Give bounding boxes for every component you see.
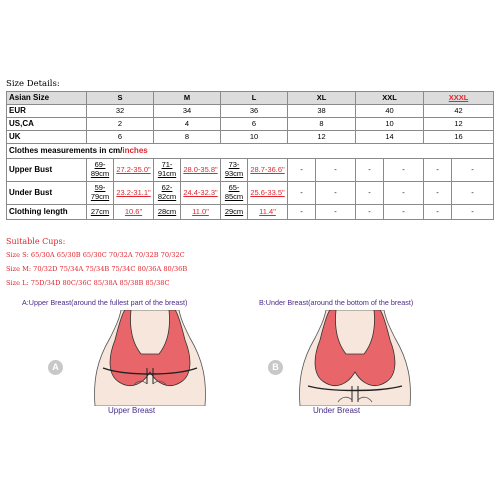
empty-cell: - xyxy=(288,205,316,220)
under-bust-in: 25.6-33.5" xyxy=(248,182,288,205)
empty-cell: - xyxy=(356,182,384,205)
asian-size-row xyxy=(7,92,494,105)
empty-cell: - xyxy=(356,159,384,182)
under-breast-illustration xyxy=(290,310,420,406)
usca-cell: 8 xyxy=(288,118,356,131)
upper-bust-in: 28.0-35.8" xyxy=(181,159,221,182)
upper-bust-cm: 73-93cm xyxy=(221,159,248,182)
empty-cell: - xyxy=(384,205,424,220)
empty-cell: - xyxy=(316,205,356,220)
empty-cell: - xyxy=(288,182,316,205)
badge-a-icon: A xyxy=(48,360,63,375)
clothing-length-label: Clothing length xyxy=(7,205,87,220)
clothes-label-cm: Clothes measurements in cm/ xyxy=(9,146,123,156)
under-bust-cm: 65-85cm xyxy=(221,182,248,205)
empty-cell: - xyxy=(424,205,452,220)
eur-cell: 32 xyxy=(87,105,154,118)
empty-cell: - xyxy=(384,159,424,182)
empty-cell: - xyxy=(316,159,356,182)
clothes-label-inches: inches xyxy=(122,146,148,156)
under-bust-label: Under Bust xyxy=(7,182,87,205)
eur-row xyxy=(7,105,494,118)
empty-cell: - xyxy=(452,182,494,205)
size-table xyxy=(6,91,494,220)
uk-cell: 14 xyxy=(356,131,424,144)
uk-cell: 6 xyxy=(87,131,154,144)
upper-bust-cm: 69-89cm xyxy=(87,159,114,182)
usca-cell: 2 xyxy=(87,118,154,131)
eur-cell: 42 xyxy=(424,105,494,118)
size-xl: XL xyxy=(288,92,356,105)
upper-bust-row xyxy=(7,159,494,182)
upper-bust-in: 28.7-36.6" xyxy=(248,159,288,182)
upper-bust-cm: 71-91cm xyxy=(154,159,181,182)
clothing-length-cm: 29cm xyxy=(221,205,248,220)
suitable-cups-title: Suitable Cups: xyxy=(6,237,66,246)
under-breast-title: B:Under Breast(around the bottom of the breast) xyxy=(259,298,414,307)
usca-cell: 10 xyxy=(356,118,424,131)
cups-line-s: Size S: 65/30A 65/30B 65/30C 70/32A 70/32B 70/32C xyxy=(6,251,185,259)
uk-cell: 12 xyxy=(288,131,356,144)
usca-label: US,CA xyxy=(7,118,87,131)
eur-cell: 34 xyxy=(154,105,221,118)
usca-cell: 12 xyxy=(424,118,494,131)
size-s: S xyxy=(87,92,154,105)
size-xxxl: XXXL xyxy=(424,92,494,105)
under-bust-cm: 59-79cm xyxy=(87,182,114,205)
eur-cell: 38 xyxy=(288,105,356,118)
upper-bust-label: Upper Bust xyxy=(7,159,87,182)
clothes-measurements-row xyxy=(7,144,494,159)
asian-size-label: Asian Size xyxy=(7,92,87,105)
clothing-length-cm: 28cm xyxy=(154,205,181,220)
usca-cell: 4 xyxy=(154,118,221,131)
empty-cell: - xyxy=(452,205,494,220)
empty-cell: - xyxy=(424,182,452,205)
empty-cell: - xyxy=(424,159,452,182)
size-m: M xyxy=(154,92,221,105)
upper-bust-in: 27.2-35.0" xyxy=(114,159,154,182)
clothing-length-cm: 27cm xyxy=(87,205,114,220)
clothing-length-in: 11.0" xyxy=(181,205,221,220)
size-details-title: Size Details: xyxy=(6,79,60,89)
clothing-length-in: 10.6" xyxy=(114,205,154,220)
empty-cell: - xyxy=(384,182,424,205)
uk-row xyxy=(7,131,494,144)
eur-cell: 36 xyxy=(221,105,288,118)
under-breast-caption: Under Breast xyxy=(313,406,361,415)
size-l: L xyxy=(221,92,288,105)
under-bust-in: 23.2-31.1" xyxy=(114,182,154,205)
cups-line-m: Size M: 70/32D 75/34A 75/34B 75/34C 80/36A 80/36B xyxy=(6,265,188,273)
under-bust-in: 24.4-32.3" xyxy=(181,182,221,205)
badge-b-icon: B xyxy=(268,360,283,375)
under-bust-cm: 62-82cm xyxy=(154,182,181,205)
uk-cell: 8 xyxy=(154,131,221,144)
usca-row xyxy=(7,118,494,131)
upper-breast-illustration xyxy=(85,310,215,406)
empty-cell: - xyxy=(288,159,316,182)
uk-label: UK xyxy=(7,131,87,144)
clothing-length-in: 11.4" xyxy=(248,205,288,220)
clothing-length-row xyxy=(7,205,494,220)
usca-cell: 6 xyxy=(221,118,288,131)
empty-cell: - xyxy=(356,205,384,220)
clothes-measurements-heading xyxy=(7,144,494,159)
upper-breast-title: A:Upper Breast(around the fullest part of the breast) xyxy=(22,298,188,307)
uk-cell: 10 xyxy=(221,131,288,144)
uk-cell: 16 xyxy=(424,131,494,144)
under-bust-row xyxy=(7,182,494,205)
cups-line-l: Size L: 75D/34D 80C/36C 85/38A 85/38B 85/38C xyxy=(6,279,170,287)
eur-label: EUR xyxy=(7,105,87,118)
upper-breast-caption: Upper Breast xyxy=(108,406,156,415)
empty-cell: - xyxy=(316,182,356,205)
eur-cell: 40 xyxy=(356,105,424,118)
size-xxl: XXL xyxy=(356,92,424,105)
empty-cell: - xyxy=(452,159,494,182)
